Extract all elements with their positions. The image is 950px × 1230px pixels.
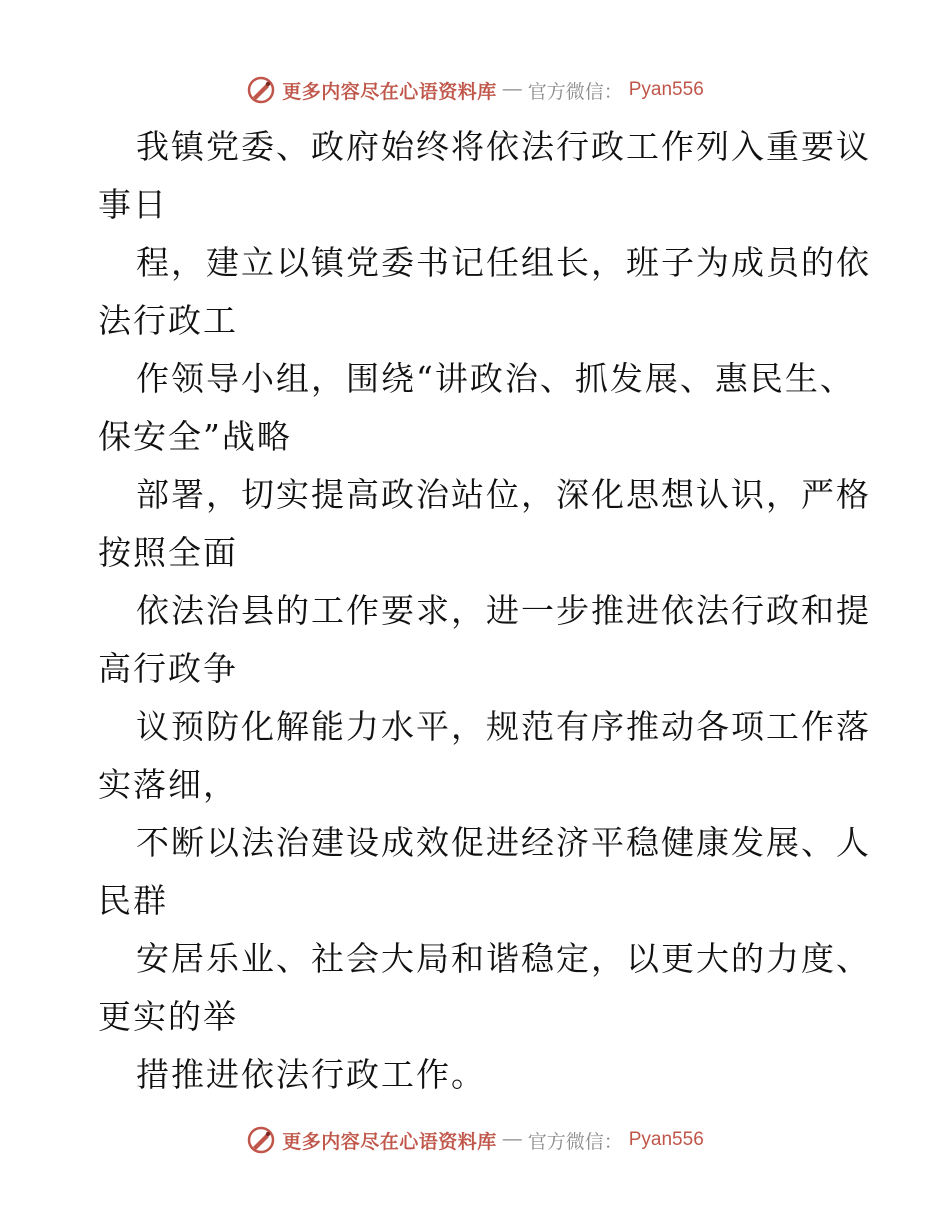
- footer-watermark: [0, 1120, 950, 1160]
- body-line: 民群: [98, 881, 168, 920]
- watermark-dash: —: [502, 1129, 522, 1150]
- watermark-brand: 更多内容尽在心语资料库: [282, 80, 497, 103]
- body-line: 议预防化解能力水平，规范有序推动各项工作落: [136, 707, 871, 746]
- body-line: 措推进依法行政工作。: [136, 1055, 486, 1094]
- body-line: 安居乐业、社会大局和谐稳定，以更大的力度、: [136, 939, 871, 978]
- body-line: 不断以法治建设成效促进经济平稳健康发展、人: [136, 823, 871, 862]
- body-line: 保安全”战略: [98, 417, 292, 456]
- body-line: 作领导小组，围绕“讲政治、抓发展、惠民生、: [136, 359, 855, 398]
- watermark-wechat-id: Pyan556: [628, 1129, 704, 1150]
- header-watermark: [0, 70, 950, 110]
- pen-logo-icon: [246, 1125, 276, 1155]
- body-line: 法行政工: [98, 301, 238, 340]
- watermark-brand: 更多内容尽在心语资料库: [282, 1130, 497, 1153]
- watermark-official-label: 官方微信：: [527, 80, 623, 103]
- body-line: 实落细，: [98, 765, 238, 804]
- watermark-dash: —: [502, 79, 522, 100]
- body-line: 部署，切实提高政治站位，深化思想认识，严格: [136, 475, 871, 514]
- body-line: 依法治县的工作要求，进一步推进依法行政和提: [136, 591, 871, 630]
- watermark-wechat-id: Pyan556: [628, 79, 704, 100]
- watermark-official-label: 官方微信：: [527, 1130, 623, 1153]
- body-line: 我镇党委、政府始终将依法行政工作列入重要议: [136, 127, 871, 166]
- pen-logo-icon: [246, 75, 276, 105]
- body-line: 事日: [98, 185, 168, 224]
- body-line: 更实的举: [98, 997, 238, 1036]
- document-body: [98, 118, 871, 1104]
- body-line: 按照全面: [98, 533, 238, 572]
- body-line: 程，建立以镇党委书记任组长，班子为成员的依: [136, 243, 871, 282]
- body-line: 高行政争: [98, 649, 238, 688]
